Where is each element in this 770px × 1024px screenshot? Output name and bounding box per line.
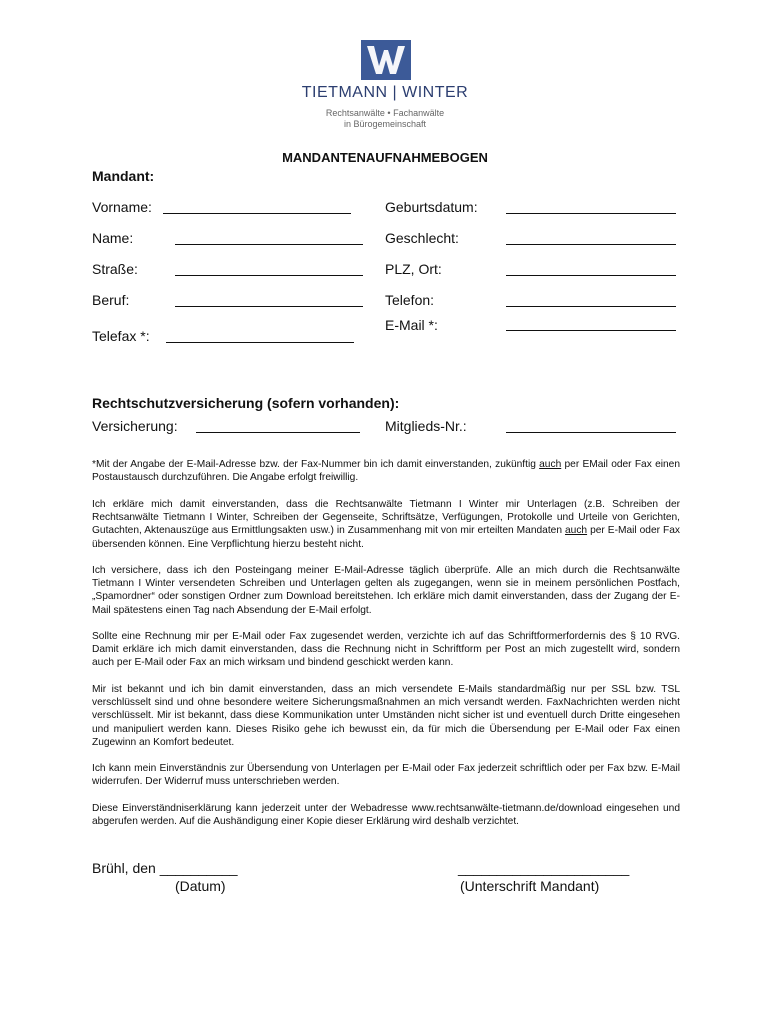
versicherung-label: Versicherung: [92,418,178,434]
consent-paragraph-7: Diese Einverständniserklärung kann jederzeit unter der Webadresse www.rechtsanwälte-tietmann.de/download eingesehen und abgerufen werden. Auf die Aushändigung einer Kopie dieser Erklärung wird deshalb verzichtet. [92,803,680,828]
place-date-label: Brühl, den __________ [92,860,238,876]
form-title: MANDANTENAUFNAHMEBOGEN [282,150,488,165]
signature-field[interactable]: ______________________ [458,860,630,876]
client-section-heading: Mandant: [92,168,155,184]
vorname-label: Vorname: [92,199,152,215]
geschlecht-field[interactable] [506,244,676,245]
name-field[interactable] [175,244,363,245]
consent-paragraph-2: Ich erkläre mich damit einverstanden, dass die Rechtsanwälte Tietmann I Winter mir Unterlagen (z.B. Schreiben der Rechtsanwälte Tietmann I Winter, Schreiben der Gegenseite, Schriftsätze, Verfügungen, Protokolle und Urteile von Gerichten, Gutachten, Aktenauszüge aus Ermittlungsakten usw.) in Zusammenhang mit von mir erteilten Mandaten auch per E-Mail oder Fax übersenden können. Eine Verpflichtung hierzu besteht nicht. [92,499,680,550]
consent-paragraph-5: Mir ist bekannt und ich bin damit einverstanden, dass an mich versendete E-Mails standardmäßig nur per SSL bzw. TSL verschlüsselt sind und ohne besondere weitere Sicherungsmaßnahmen an mich versandt werden. FaxNachrichten werden nicht verschlüsselt. Mir ist bekannt, dass diese Kommunikation unter Umständen nicht sicher ist und eventuell durch Dritte eingesehen und manipuliert werden kann. Dieses Risiko gehe ich bewusst ein, da für mich die Übersendung per E-Mail oder Fax einen Zugewinn an Komfort bedeutet. [92,684,680,748]
name-label: Name: [92,230,134,246]
date-field[interactable]: __________ [159,860,238,876]
email-label: E-Mail *: [385,317,438,333]
consent-paragraph-4: Sollte eine Rechnung mir per E-Mail oder Fax zugesendet werden, verzichte ich auf das Schriftformerfordernis des § 10 RVG. Damit erkläre ich mich damit einverstanden, dass die Rechnung nicht in Schriftform per Post an mich zugestellt wird, sondern auch per E-Mail oder Fax an mich wirksam und bindend geschickt werden kann. [92,631,680,669]
insurance-section-heading: Rechtschutzversicherung (sofern vorhanden): [92,395,400,411]
beruf-field[interactable] [175,306,363,307]
geburtsdatum-field[interactable] [506,213,676,214]
telefon-field[interactable] [506,306,676,307]
firm-name: TIETMANN | WINTER [301,84,469,101]
email-field[interactable] [506,330,676,331]
strasse-field[interactable] [175,275,363,276]
signature-caption: (Unterschrift Mandant) [460,878,600,894]
beruf-label: Beruf: [92,292,130,308]
vorname-field[interactable] [163,213,351,214]
telefon-label: Telefon: [385,292,435,308]
date-caption: (Datum) [175,878,226,894]
versicherung-field[interactable] [196,432,360,433]
mitglieds-nr-field[interactable] [506,432,676,433]
logo-mark [361,40,411,80]
consent-paragraph-6: Ich kann mein Einverständnis zur Übersendung von Unterlagen per E-Mail oder Fax jederzeit schriftlich oder per Fax bzw. E-Mail widerrufen. Der Widerruf muss unterschrieben werden. [92,763,680,788]
geburtsdatum-label: Geburtsdatum: [385,199,478,215]
telefax-label: Telefax *: [92,328,150,344]
geschlecht-label: Geschlecht: [385,230,459,246]
firm-subtitle-2: in Bürogemeinschaft [343,119,427,129]
mitglieds-nr-label: Mitglieds-Nr.: [385,418,467,434]
plz-ort-label: PLZ, Ort: [385,261,442,277]
consent-paragraph-1: *Mit der Angabe der E-Mail-Adresse bzw. der Fax-Nummer bin ich damit einverstanden, zukünftig auch per EMail oder Fax einen Postaustausch durchzuführen. Die Angabe erfolgt freiwillig. [92,459,680,484]
telefax-field[interactable] [166,342,354,343]
plz-ort-field[interactable] [506,275,676,276]
firm-subtitle: Rechtsanwälte • Fachanwälte [325,108,445,118]
consent-paragraph-3: Ich versichere, dass ich den Posteingang meiner E-Mail-Adresse täglich überprüfe. Alle an mich durch die Rechtsanwälte Tietmann I Winter versendeten Schreiben und Unterlagen gelten als zugegangen, wenn sie in meinem persönlichen Postfach, „Spamordner“ oder sonstigen Ordner zum Download bereitstehen. Ich erkläre mich damit einverstanden, dass der Zugang der E-Mail spätestens einen Tag nach Absendung der E-Mail erfolgt. [92,565,680,616]
strasse-label: Straße: [92,261,138,277]
